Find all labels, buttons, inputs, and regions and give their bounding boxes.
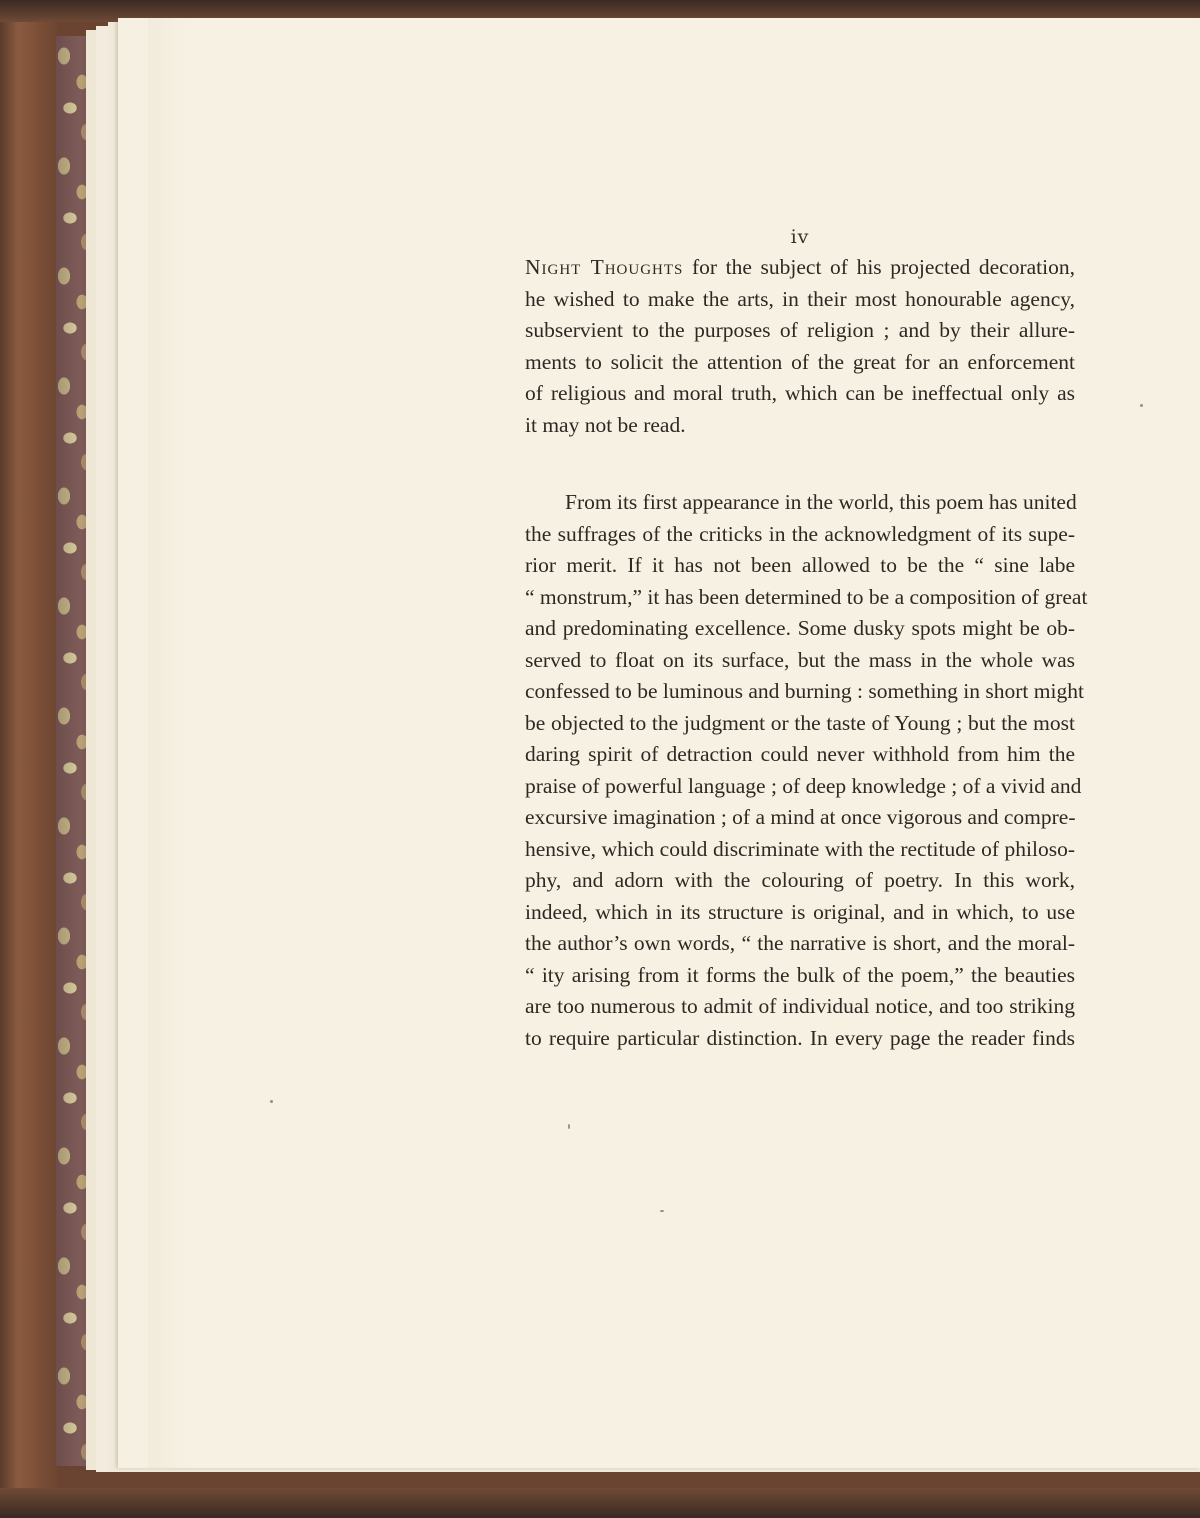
text-line: excursive imagination ; of a mind at once vigorous and compre- xyxy=(525,805,1076,829)
text-line: hensive, which could discriminate with the rectitude of philoso- xyxy=(525,836,1075,861)
paper-speck xyxy=(270,1100,273,1103)
text-line: of religious and moral truth, which can be ineffectual only as xyxy=(525,381,1075,405)
text-line: “ monstrum,” it has been determined to be a composition of great xyxy=(525,584,1088,609)
text-line: daring spirit of detraction could never withhold from him the xyxy=(525,742,1075,766)
text-line: ments to solicit the attention of the great for an enforcement xyxy=(525,349,1075,374)
text-line: rior merit. If it has not been allowed to be the “ sine labe xyxy=(525,553,1075,577)
text-line: From its first appearance in the world, this poem has united xyxy=(565,490,1077,514)
text-line: indeed, which in its structure is original, and in which, to use xyxy=(525,899,1075,924)
title-smallcaps: Night Thoughts xyxy=(525,255,684,279)
paper-speck xyxy=(568,1124,570,1129)
cover-bottom-edge xyxy=(0,1488,1200,1518)
paper-speck xyxy=(660,1210,664,1212)
text-line: he wished to make the arts, in their most honourable agency, xyxy=(525,286,1075,311)
page-number: iv xyxy=(790,226,810,248)
text-line: confessed to be luminous and burning : something in short might xyxy=(525,679,1084,703)
text-line: phy, and adorn with the colouring of poetry. In this work, xyxy=(525,868,1075,892)
paper-speck xyxy=(1140,404,1143,407)
text-line: “ ity arising from it forms the bulk of the poem,” the beauties xyxy=(525,962,1075,987)
text-line: and predominating excellence. Some dusky spots might be ob- xyxy=(525,616,1075,640)
text-line: the author’s own words, “ the narrative is short, and the moral- xyxy=(525,931,1075,955)
text-line: served to float on its surface, but the mass in the whole was xyxy=(525,647,1075,672)
paragraph xyxy=(525,487,1088,1054)
text-line: the suffrages of the criticks in the acknowledgment of its supe- xyxy=(525,521,1075,546)
text-line: praise of powerful language ; of deep knowledge ; of a vivid and xyxy=(525,773,1082,798)
paragraph xyxy=(525,252,1075,441)
text-line: it may not be read. xyxy=(525,412,686,437)
paragraph-gap xyxy=(525,441,1075,487)
text-line: are too numerous to admit of individual notice, and too striking xyxy=(525,994,1075,1018)
text-line: be objected to the judgment or the taste of Young ; but the most xyxy=(525,710,1075,735)
body-text xyxy=(525,252,1088,1054)
text-line: Night Thoughts for the subject of his projected decoration, xyxy=(525,255,1075,279)
text-line: subservient to the purposes of religion ; and by their allure- xyxy=(525,318,1075,342)
text-line: to require particular distinction. In every page the reader finds xyxy=(525,1025,1075,1050)
